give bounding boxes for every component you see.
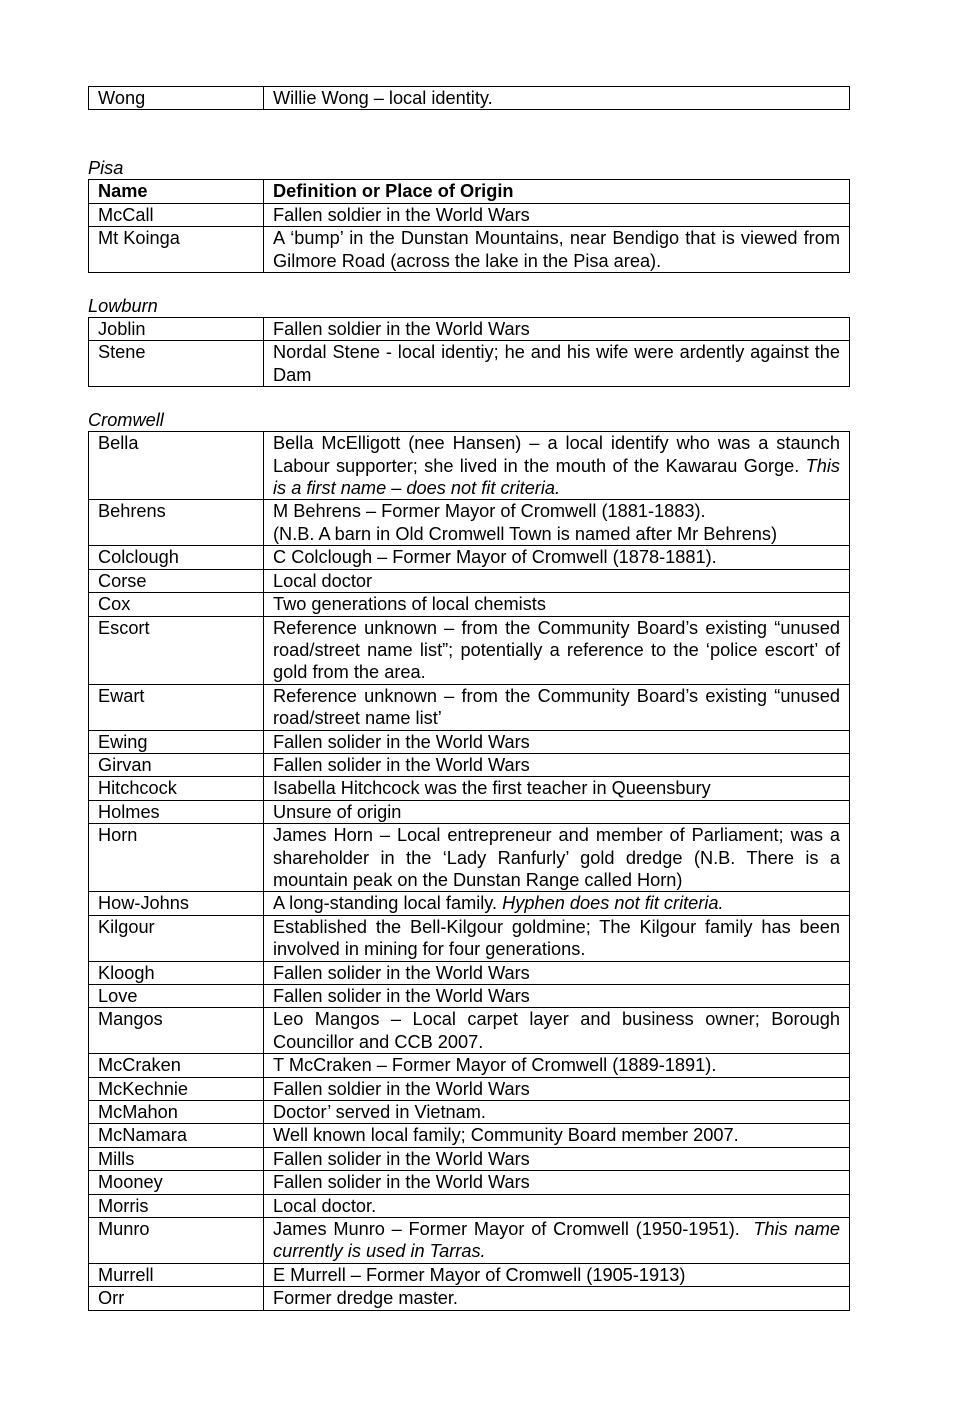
definition-cell: Local doctor xyxy=(264,569,850,592)
definition-cell: Fallen soldier in the World Wars xyxy=(264,318,850,341)
table-row xyxy=(89,1077,850,1100)
definition-cell: Reference unknown – from the Community Board’s existing “unused road/street name list’ xyxy=(264,684,850,730)
definition-cell: Fallen solider in the World Wars xyxy=(264,961,850,984)
definition-text: James Munro – Former Mayor of Cromwell (1950-1951). xyxy=(273,1219,740,1240)
name-cell: Kloogh xyxy=(89,961,264,984)
name-cell: McCall xyxy=(89,203,264,226)
table-row xyxy=(89,546,850,569)
criteria-note: This name currently is used in Tarras. xyxy=(273,1219,840,1262)
name-cell: Wong xyxy=(89,87,264,110)
name-cell: McNamara xyxy=(89,1124,264,1147)
table-row xyxy=(89,1194,850,1217)
definition-cell: Fallen solider in the World Wars xyxy=(264,985,850,1008)
column-header-definition: Definition or Place of Origin xyxy=(264,180,850,203)
definition-cell: Reference unknown – from the Community Board’s existing “unused road/street name list”; potentially a reference to the ‘police escort’ of gold from the area. xyxy=(264,616,850,684)
definition-cell: Fallen solider in the World Wars xyxy=(264,753,850,776)
section-heading-cromwell: Cromwell xyxy=(88,410,164,431)
table-row xyxy=(89,730,850,753)
table-row xyxy=(89,1101,850,1124)
definition-cell: Established the Bell-Kilgour goldmine; The Kilgour family has been involved in mining for four generations. xyxy=(264,915,850,961)
definition-cell: Willie Wong – local identity. xyxy=(264,87,850,110)
name-cell: Colclough xyxy=(89,546,264,569)
table-row xyxy=(89,341,850,387)
table-row xyxy=(89,318,850,341)
definition-cell xyxy=(264,432,850,500)
name-cell: Horn xyxy=(89,824,264,892)
name-cell: Corse xyxy=(89,569,264,592)
table-row xyxy=(89,87,850,110)
name-cell: Mooney xyxy=(89,1171,264,1194)
definition-text: M Behrens – Former Mayor of Cromwell (1881-1883). xyxy=(273,501,706,522)
name-cell: McKechnie xyxy=(89,1077,264,1100)
name-cell: Orr xyxy=(89,1287,264,1310)
definition-cell: Well known local family; Community Board member 2007. xyxy=(264,1124,850,1147)
table-row xyxy=(89,1263,850,1286)
table-row xyxy=(89,227,850,273)
table-row xyxy=(89,1218,850,1264)
table-row xyxy=(89,593,850,616)
definition-cell xyxy=(264,892,850,915)
definition-cell: Fallen solider in the World Wars xyxy=(264,1171,850,1194)
definition-cell: Fallen solider in the World Wars xyxy=(264,1147,850,1170)
table-row xyxy=(89,824,850,892)
definition-cell: Former dredge master. xyxy=(264,1287,850,1310)
section-heading-pisa: Pisa xyxy=(88,158,124,179)
definition-cell: Local doctor. xyxy=(264,1194,850,1217)
table-row xyxy=(89,892,850,915)
column-header-name: Name xyxy=(89,180,264,203)
definition-text: A long-standing local family. xyxy=(273,893,498,914)
table-row xyxy=(89,203,850,226)
name-cell: Murrell xyxy=(89,1263,264,1286)
definition-cell: Leo Mangos – Local carpet layer and business owner; Borough Councillor and CCB 2007. xyxy=(264,1008,850,1054)
definition-cell: Fallen soldier in the World Wars xyxy=(264,1077,850,1100)
name-cell: Cox xyxy=(89,593,264,616)
definition-cell: Two generations of local chemists xyxy=(264,593,850,616)
table-row xyxy=(89,1147,850,1170)
table-row xyxy=(89,432,850,500)
name-cell: How-Johns xyxy=(89,892,264,915)
section-heading-lowburn: Lowburn xyxy=(88,296,158,317)
table-row xyxy=(89,753,850,776)
name-cell: Hitchcock xyxy=(89,777,264,800)
table-header-row xyxy=(89,180,850,203)
table-row xyxy=(89,1008,850,1054)
name-cell: Kilgour xyxy=(89,915,264,961)
definition-cell: Doctor’ served in Vietnam. xyxy=(264,1101,850,1124)
table-row xyxy=(89,915,850,961)
definition-cell: Unsure of origin xyxy=(264,800,850,823)
table-row xyxy=(89,569,850,592)
definition-note: (N.B. A barn in Old Cromwell Town is named after Mr Behrens) xyxy=(273,523,778,544)
table-row xyxy=(89,1171,850,1194)
table-row xyxy=(89,777,850,800)
table-row xyxy=(89,616,850,684)
name-cell: Love xyxy=(89,985,264,1008)
name-cell: McMahon xyxy=(89,1101,264,1124)
table-row xyxy=(89,985,850,1008)
definition-cell: Fallen solider in the World Wars xyxy=(264,730,850,753)
name-cell: Munro xyxy=(89,1218,264,1264)
cromwell-table xyxy=(88,431,850,1310)
name-cell: Joblin xyxy=(89,318,264,341)
name-cell: Girvan xyxy=(89,753,264,776)
name-cell: Behrens xyxy=(89,500,264,546)
table-row xyxy=(89,1054,850,1077)
name-cell: McCraken xyxy=(89,1054,264,1077)
definition-cell: Fallen soldier in the World Wars xyxy=(264,203,850,226)
definition-text: Bella McElligott (nee Hansen) – a local identify who was a staunch Labour supporter; she lived in the mouth of the Kawarau Gorge. xyxy=(273,433,840,476)
criteria-note: Hyphen does not fit criteria. xyxy=(502,893,724,914)
name-cell: Mangos xyxy=(89,1008,264,1054)
document-page xyxy=(88,86,850,1311)
name-cell: Ewing xyxy=(89,730,264,753)
table-row xyxy=(89,1287,850,1310)
definition-cell: Isabella Hitchcock was the first teacher in Queensbury xyxy=(264,777,850,800)
name-cell: Escort xyxy=(89,616,264,684)
table-row xyxy=(89,800,850,823)
table-row xyxy=(89,500,850,546)
table-row xyxy=(89,684,850,730)
definition-cell: T McCraken – Former Mayor of Cromwell (1889-1891). xyxy=(264,1054,850,1077)
name-cell: Mt Koinga xyxy=(89,227,264,273)
pisa-table xyxy=(88,179,850,273)
name-cell: Morris xyxy=(89,1194,264,1217)
name-cell: Holmes xyxy=(89,800,264,823)
lowburn-table xyxy=(88,317,850,387)
name-cell: Ewart xyxy=(89,684,264,730)
table-row xyxy=(89,1124,850,1147)
definition-cell: C Colclough – Former Mayor of Cromwell (1878-1881). xyxy=(264,546,850,569)
definition-cell: A ‘bump’ in the Dunstan Mountains, near Bendigo that is viewed from Gilmore Road (across the lake in the Pisa area). xyxy=(264,227,850,273)
name-cell: Bella xyxy=(89,432,264,500)
definition-cell: James Horn – Local entrepreneur and member of Parliament; was a shareholder in the ‘Lady Ranfurly’ gold dredge (N.B. There is a mountain peak on the Dunstan Range called Horn) xyxy=(264,824,850,892)
definition-cell xyxy=(264,1218,850,1264)
top-table xyxy=(88,86,850,110)
table-row xyxy=(89,961,850,984)
name-cell: Mills xyxy=(89,1147,264,1170)
definition-cell xyxy=(264,500,850,546)
definition-cell: Nordal Stene - local identiy; he and his wife were ardently against the Dam xyxy=(264,341,850,387)
criteria-note: This is a first name – does not fit criteria. xyxy=(273,455,840,499)
name-cell: Stene xyxy=(89,341,264,387)
definition-cell: E Murrell – Former Mayor of Cromwell (1905-1913) xyxy=(264,1263,850,1286)
